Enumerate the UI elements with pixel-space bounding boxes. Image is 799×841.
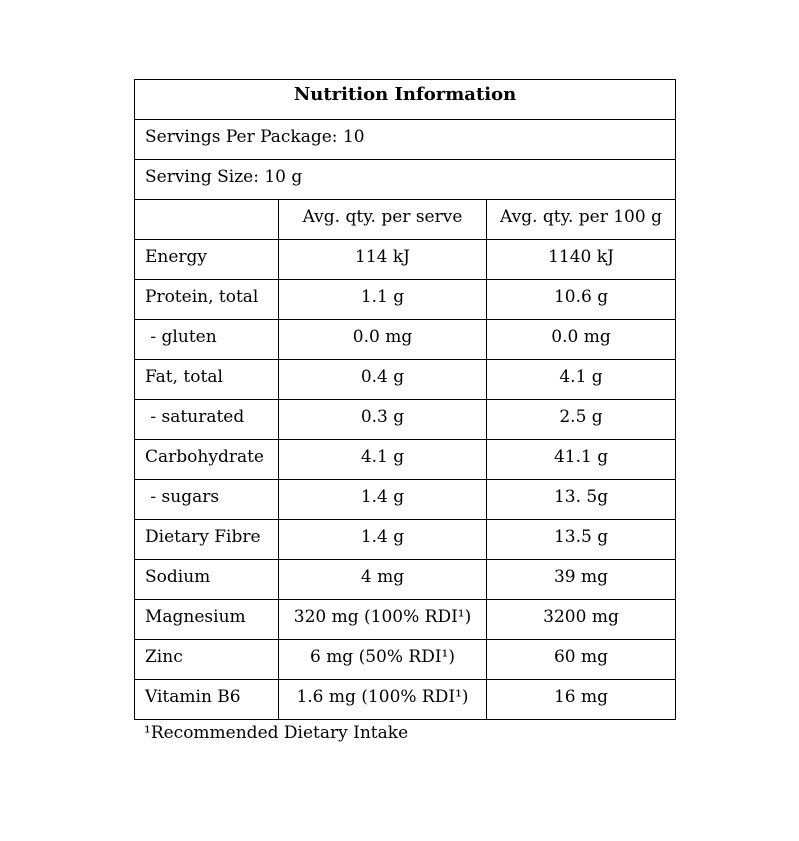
table-row bbox=[135, 600, 676, 640]
nutrition-table bbox=[134, 79, 676, 720]
table-row bbox=[135, 240, 676, 280]
table-row bbox=[135, 280, 676, 320]
serving-size-row bbox=[135, 160, 676, 200]
table-title: Nutrition Information bbox=[135, 80, 676, 120]
per-serve-value: 114 kJ bbox=[279, 240, 487, 280]
per-100g-value: 4.1 g bbox=[487, 360, 676, 400]
nutrient-name: - sugars bbox=[135, 480, 279, 520]
table-row bbox=[135, 520, 676, 560]
per-serve-value: 1.1 g bbox=[279, 280, 487, 320]
per-100g-value: 16 mg bbox=[487, 680, 676, 720]
nutrient-name: - gluten bbox=[135, 320, 279, 360]
per-100g-value: 3200 mg bbox=[487, 600, 676, 640]
serving-size: Serving Size: 10 g bbox=[135, 160, 676, 200]
nutrient-name: Energy bbox=[135, 240, 279, 280]
column-header-per-serve: Avg. qty. per serve bbox=[279, 200, 487, 240]
per-100g-value: 41.1 g bbox=[487, 440, 676, 480]
per-100g-value: 13. 5g bbox=[487, 480, 676, 520]
nutrient-name: Protein, total bbox=[135, 280, 279, 320]
servings-row bbox=[135, 120, 676, 160]
per-100g-value: 0.0 mg bbox=[487, 320, 676, 360]
per-100g-value: 1140 kJ bbox=[487, 240, 676, 280]
nutrient-name: - saturated bbox=[135, 400, 279, 440]
column-header-row bbox=[135, 200, 676, 240]
footnote: ¹Recommended Dietary Intake bbox=[144, 723, 409, 743]
table-row bbox=[135, 440, 676, 480]
nutrition-panel bbox=[134, 79, 675, 744]
nutrient-name: Zinc bbox=[135, 640, 279, 680]
per-serve-value: 1.4 g bbox=[279, 520, 487, 560]
table-row bbox=[135, 320, 676, 360]
per-serve-value: 4 mg bbox=[279, 560, 487, 600]
table-row bbox=[135, 400, 676, 440]
per-serve-value: 1.4 g bbox=[279, 480, 487, 520]
servings-per-package: Servings Per Package: 10 bbox=[135, 120, 676, 160]
per-100g-value: 39 mg bbox=[487, 560, 676, 600]
per-100g-value: 2.5 g bbox=[487, 400, 676, 440]
per-serve-value: 1.6 mg (100% RDI¹) bbox=[279, 680, 487, 720]
nutrient-name: Vitamin B6 bbox=[135, 680, 279, 720]
table-row bbox=[135, 640, 676, 680]
per-serve-value: 320 mg (100% RDI¹) bbox=[279, 600, 487, 640]
table-row bbox=[135, 480, 676, 520]
nutrient-name: Magnesium bbox=[135, 600, 279, 640]
per-100g-value: 60 mg bbox=[487, 640, 676, 680]
table-row bbox=[135, 360, 676, 400]
nutrient-name: Sodium bbox=[135, 560, 279, 600]
table-row bbox=[135, 560, 676, 600]
per-serve-value: 0.4 g bbox=[279, 360, 487, 400]
column-header-nutrient bbox=[135, 200, 279, 240]
nutrient-name: Carbohydrate bbox=[135, 440, 279, 480]
per-100g-value: 10.6 g bbox=[487, 280, 676, 320]
column-header-per-100g: Avg. qty. per 100 g bbox=[487, 200, 676, 240]
title-row bbox=[135, 80, 676, 120]
per-serve-value: 4.1 g bbox=[279, 440, 487, 480]
nutrient-name: Dietary Fibre bbox=[135, 520, 279, 560]
per-serve-value: 0.3 g bbox=[279, 400, 487, 440]
table-row bbox=[135, 680, 676, 720]
per-serve-value: 6 mg (50% RDI¹) bbox=[279, 640, 487, 680]
nutrient-name: Fat, total bbox=[135, 360, 279, 400]
per-100g-value: 13.5 g bbox=[487, 520, 676, 560]
per-serve-value: 0.0 mg bbox=[279, 320, 487, 360]
